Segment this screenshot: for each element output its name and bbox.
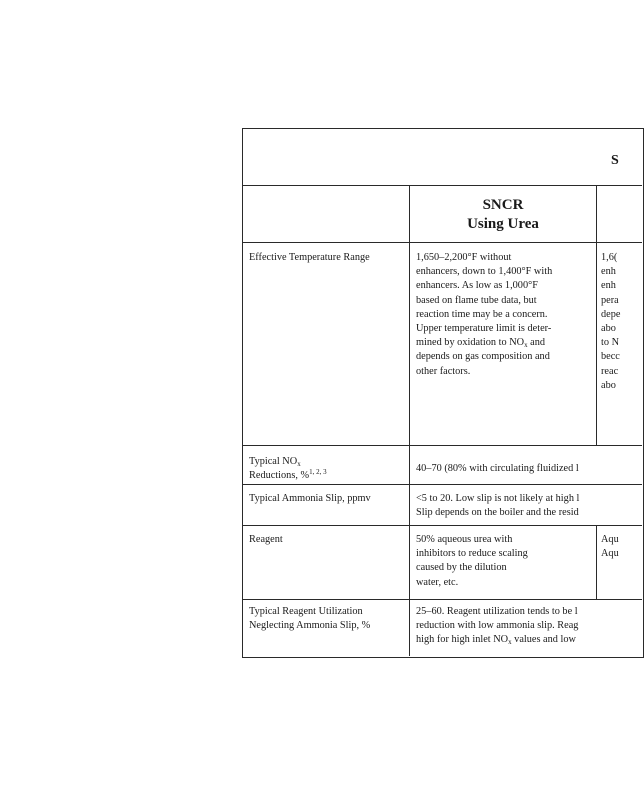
row-reagent-next-cell [601, 533, 619, 561]
cell-line: reac [601, 365, 619, 377]
subscript-x: x [508, 638, 512, 647]
cell-line: 40–70 (80% with circulating fluidized l [416, 463, 579, 474]
row-label-nox-reductions [249, 455, 327, 483]
row-label-reagent-utilization [249, 605, 370, 633]
cell-line-suffix: values and low [511, 634, 576, 646]
subscript-x: x [524, 341, 528, 350]
cell-line: pera [601, 294, 619, 306]
cell-line: 50% aqueous urea with [416, 534, 513, 545]
cell-line: caused by the dilution [416, 562, 507, 574]
cell-line: enh [601, 266, 616, 278]
cell-line: inhibitors to reduce scaling [416, 548, 528, 560]
cell-line: based on flame tube data, but [416, 294, 537, 306]
row-nox-reductions-value [416, 462, 579, 476]
cell-line: enhancers. As low as 1,000°F [416, 280, 538, 292]
row-label-line: Typical Reagent Utilization [249, 606, 363, 617]
cell-line-text: high for high inlet NO [416, 634, 509, 646]
subscript-x: x [297, 460, 301, 468]
row-label-line2 [249, 469, 327, 483]
table-title: S [611, 153, 619, 168]
column-header-line2: Using Urea [467, 216, 539, 232]
row-ammonia-slip-value [416, 492, 579, 520]
row-reagent-urea-cell [416, 533, 528, 590]
cell-line: other factors. [416, 365, 471, 377]
cell-line: 1,650–2,200°F without [416, 252, 512, 263]
cell-line-with-subscript [416, 633, 578, 647]
column-header-line1: SNCR [482, 197, 524, 213]
row-label-temperature-range [249, 251, 370, 265]
row-label-reagent [249, 533, 283, 547]
cell-line: abo [601, 379, 616, 391]
row-label-text: Reagent [249, 534, 283, 545]
footnote-refs: 1, 2, 3 [309, 468, 327, 477]
row-label-line: Neglecting Ammonia Slip, % [249, 620, 371, 632]
cell-line: reaction time may be a concern. [416, 308, 548, 320]
cell-line: 25–60. Reagent utilization tends to be l [416, 606, 578, 617]
row-temperature-urea-cell [416, 251, 552, 379]
cell-line: <5 to 20. Low slip is not likely at high l [416, 493, 580, 504]
cell-line: abo [601, 323, 616, 335]
cell-line: enhancers, down to 1,400°F with [416, 266, 553, 278]
cell-line: 1,6( [601, 252, 618, 263]
cell-line-with-subscript [416, 336, 552, 350]
cell-line: reduction with low ammonia slip. Reag [416, 620, 579, 632]
cell-line: to N [601, 337, 620, 349]
cell-line: Aqu [601, 534, 619, 545]
row-label-text: Typical Ammonia Slip, ppmv [249, 493, 371, 504]
row-label-text: Typical NO [249, 456, 298, 467]
row-temperature-next-cell [601, 251, 620, 393]
row-label-text: Reductions, % [249, 470, 310, 482]
cell-line: depends on gas composition and [416, 351, 550, 363]
cell-line: Aqu [601, 548, 619, 560]
row-label-text: Effective Temperature Range [249, 252, 370, 263]
cell-line: water, etc. [416, 576, 459, 588]
cell-line: becc [601, 351, 620, 363]
cell-line: Upper temperature limit is deter- [416, 323, 552, 335]
row-reagent-utilization-value [416, 605, 578, 648]
cell-line: depe [601, 308, 621, 320]
cell-line-text: mined by oxidation to NO [416, 337, 525, 349]
row-label-line1 [249, 455, 327, 469]
cell-line: Slip depends on the boiler and the resid [416, 507, 579, 519]
cell-line-suffix: and [527, 337, 546, 349]
cell-line: enh [601, 280, 616, 292]
row-label-ammonia-slip [249, 492, 371, 506]
